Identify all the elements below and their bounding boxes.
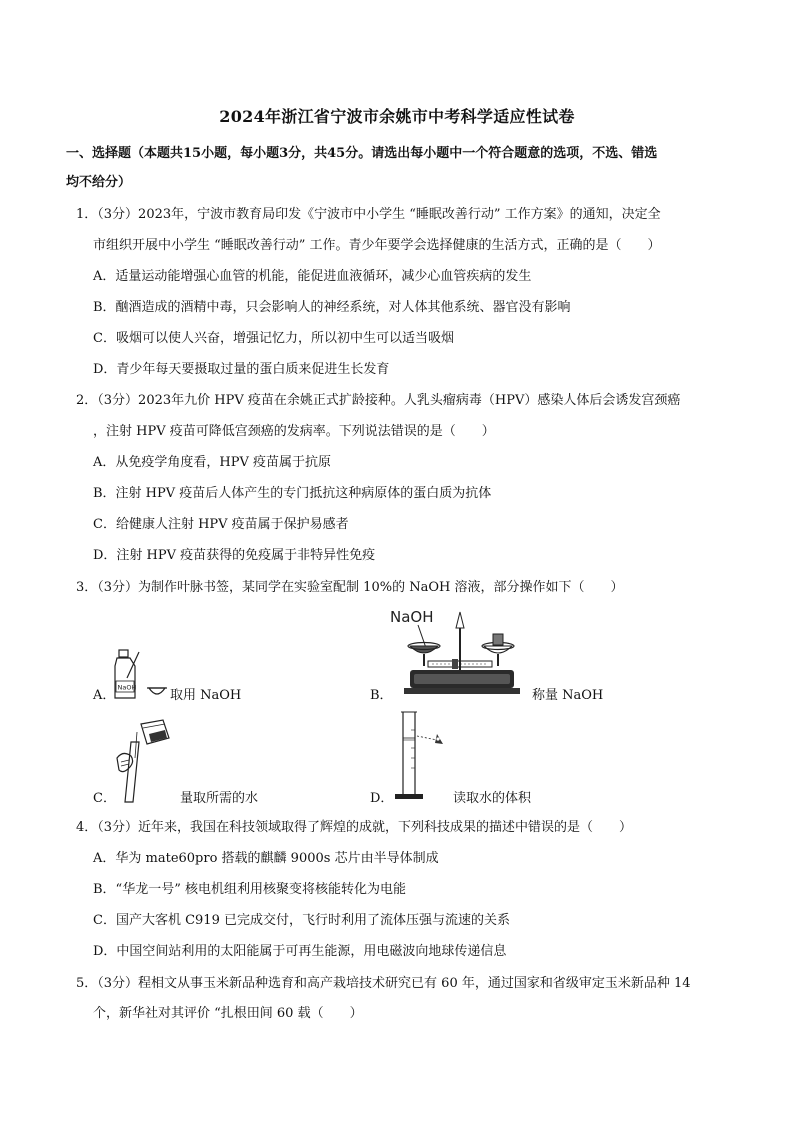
- q1-option-d: D．青少年每天要摄取过量的蛋白质来促进生长发育: [93, 362, 390, 377]
- q5-stem-line1: 5．（3分）程相文从事玉米新品种选育和高产栽培技术研究已有 60 年，通过国家和省级审定玉米新品种 14: [76, 976, 691, 991]
- balance-label: NaOH: [390, 608, 434, 626]
- q3-option-a-letter: A．: [93, 688, 116, 703]
- q2-option-d: D．注射 HPV 疫苗获得的免疫属于非特异性免疫: [93, 548, 376, 563]
- q4-option-a: A．华为 mate60pro 搭载的麒麟 9000s 芯片由半导体制成: [93, 851, 439, 866]
- q3-option-c-letter: C．: [93, 791, 116, 806]
- q2-stem-line2: ，注射 HPV 疫苗可降低宫颈癌的发病率。下列说法错误的是（ ）: [93, 424, 495, 439]
- q1-stem-line2: 市组织开展中小学生 “睡眠改善行动” 工作。青少年要学会选择健康的生活方式，正确的是（ ）: [93, 238, 661, 253]
- pouring-water-figure: [113, 718, 175, 806]
- q1-stem-line1: 1．（3分）2023年，宁波市教育局印发《宁波市中小学生 “睡眠改善行动” 工作方案》的通知，决定全: [76, 207, 661, 222]
- q3-option-a-caption: 取用 NaOH: [170, 688, 242, 703]
- q4-option-b: B．“华龙一号” 核电机组利用核聚变将核能转化为电能: [93, 882, 406, 897]
- q5-stem-line2: 个，新华社对其评价 “扎根田间 60 载（ ）: [93, 1006, 363, 1021]
- q3-option-d-letter: D．: [370, 791, 394, 806]
- section-heading-line1: 一、选择题（本题共15小题，每小题3分，共45分。请选出每小题中一个符合题意的选项，不选、错选: [66, 146, 658, 161]
- q2-option-b: B．注射 HPV 疫苗后人体产生的专门抵抗这种病原体的蛋白质为抗体: [93, 486, 492, 501]
- bottle-label: NaOH: [117, 683, 137, 692]
- reagent-bottle-figure: [113, 648, 173, 700]
- graduated-cylinder-figure: [393, 710, 455, 804]
- q2-option-a: A．从免疫学角度看，HPV 疫苗属于抗原: [93, 455, 331, 470]
- section-heading-line2: 均不给分）: [66, 175, 132, 190]
- q3-option-c-caption: 量取所需的水: [180, 791, 259, 806]
- exam-title: 2024年浙江省宁波市余姚市中考科学适应性试卷: [219, 107, 575, 126]
- q3-option-b-caption: 称量 NaOH: [532, 688, 604, 703]
- q3-stem: 3．（3分）为制作叶脉书签，某同学在实验室配制 10%的 NaOH 溶液，部分操作如下（ ）: [76, 580, 624, 595]
- q4-option-d: D．中国空间站利用的太阳能属于可再生能源，用电磁波向地球传递信息: [93, 944, 507, 959]
- q1-option-b: B．酗酒造成的酒精中毒，只会影响人的神经系统，对人体其他系统、器官没有影响: [93, 300, 571, 315]
- q1-option-c: C．吸烟可以使人兴奋，增强记忆力，所以初中生可以适当吸烟: [93, 331, 454, 346]
- q3-option-d-caption: 读取水的体积: [453, 791, 532, 806]
- q4-option-c: C．国产大客机 C919 已完成交付，飞行时利用了流体压强与流速的关系: [93, 913, 510, 928]
- q2-stem-line1: 2．（3分）2023年九价 HPV 疫苗在余姚正式扩龄接种。人乳头瘤病毒（HPV）感染人体后会诱发宫颈癌: [76, 393, 681, 408]
- q2-option-c: C．给健康人注射 HPV 疫苗属于保护易感者: [93, 517, 349, 532]
- balance-figure: [388, 604, 526, 700]
- q3-option-b-letter: B．: [370, 688, 393, 703]
- q1-option-a: A．适量运动能增强心血管的机能，能促进血液循环，减少心血管疾病的发生: [93, 269, 532, 284]
- q4-stem: 4．（3分）近年来，我国在科技领域取得了辉煌的成就，下列科技成果的描述中错误的是（ ）: [76, 820, 633, 835]
